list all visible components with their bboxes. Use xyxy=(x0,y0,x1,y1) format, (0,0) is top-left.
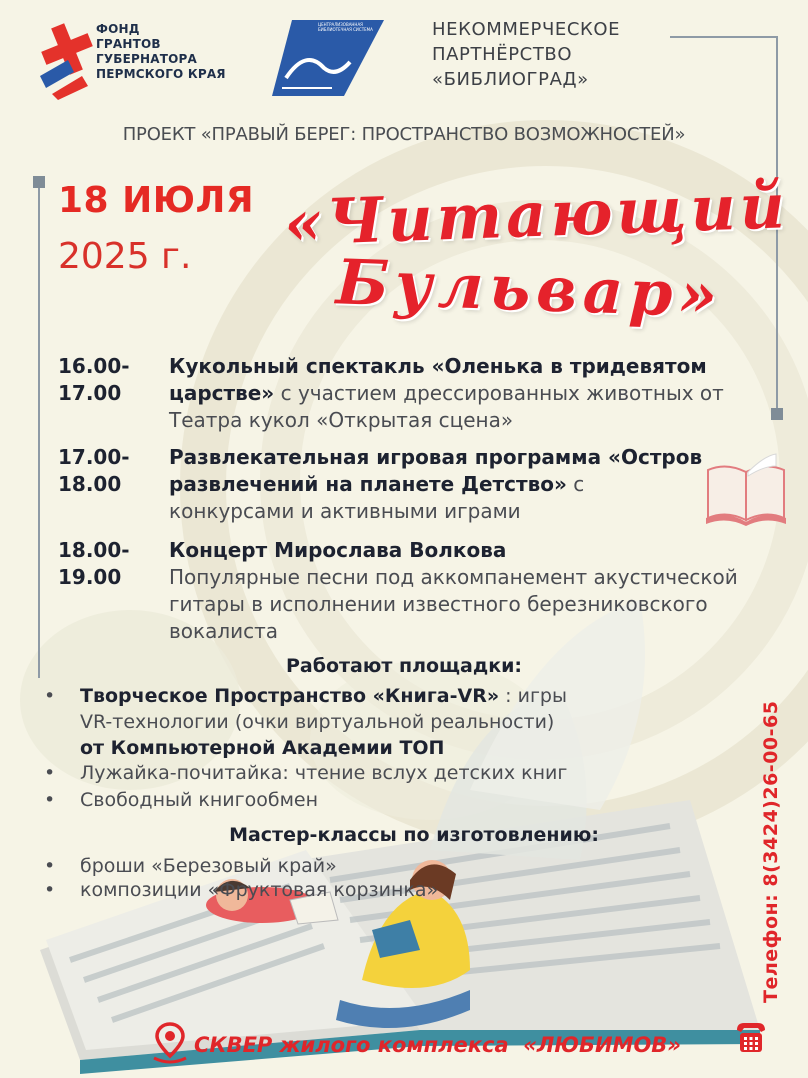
event-date: 18 ИЮЛЯ xyxy=(58,180,255,221)
masterclasses-heading: Мастер-классы по изготовлению: xyxy=(229,824,599,846)
event-title-line2: Бульвар» xyxy=(334,245,725,332)
partner-line: ПАРТНЁРСТВО xyxy=(432,44,573,65)
list-item-text: композиции «Фруктовая корзинка» xyxy=(80,879,439,901)
fond-line: ПЕРМСКОГО КРАЯ xyxy=(96,67,226,81)
schedule-time: 18.00- 19.00 xyxy=(58,538,130,589)
fond-line: ГУБЕРНАТОРА xyxy=(96,52,198,66)
partner-line: НЕКОММЕРЧЕСКОЕ xyxy=(432,19,621,40)
event-location: СКВЕР жилого комплекса «ЛЮБИМОВ» xyxy=(194,1033,681,1057)
bullet-icon: • xyxy=(44,879,56,901)
location-pin-icon xyxy=(150,1020,190,1064)
event-title-line1: «Читающий xyxy=(282,169,790,260)
schedule-title: Кукольный спектакль «Оленька в тридевятом царстве» xyxy=(169,354,707,405)
schedule-details: Популярные песни под аккомпанемент акустической гитары в исполнении известного березниковского вокалиста xyxy=(169,565,738,643)
list-item-text xyxy=(80,683,567,761)
schedule-time: 17.00- 18.00 xyxy=(58,445,130,496)
partner-line: «БИБЛИОГРАД» xyxy=(432,69,589,90)
schedule-description xyxy=(169,444,709,525)
partner-name xyxy=(432,17,620,92)
list-item-text: Свободный книгообмен xyxy=(80,789,319,811)
list-item-text: Лужайка-почитайка: чтение вслух детских книг xyxy=(80,762,568,784)
platform-provider: от Компьютерной Академии ТОП xyxy=(80,737,445,759)
schedule-description xyxy=(169,353,759,434)
frame-corner xyxy=(33,176,45,188)
list-item-text: броши «Березовый край» xyxy=(80,855,337,877)
fond-line: ГРАНТОВ xyxy=(96,37,161,51)
platform-details: VR-технологии (очки виртуальной реальности) xyxy=(80,711,555,733)
schedule-details: с конкурсами и активными играми xyxy=(169,472,585,523)
bullet-icon: • xyxy=(44,685,56,707)
phone-number: Телефон: 8(3424)26-00-65 xyxy=(760,700,782,1003)
frame-line xyxy=(670,36,776,38)
frame-corner xyxy=(771,408,783,420)
schedule-details: с участием дрессированных животных от Театра кукол «Открытая сцена» xyxy=(169,381,724,432)
schedule-description xyxy=(169,537,759,645)
bullet-icon: • xyxy=(44,789,56,811)
platform-details: : игры xyxy=(499,685,567,707)
fond-name xyxy=(96,22,226,82)
bullet-icon: • xyxy=(44,762,56,784)
event-year: 2025 г. xyxy=(58,236,192,277)
platform-name: Творческое Пространство «Книга-VR» xyxy=(80,685,500,707)
library-logo-text: ЦЕНТРАЛИЗОВАННАЯ БИБЛИОТЕЧНАЯ СИСТЕМА xyxy=(318,22,373,32)
schedule-title: Концерт Мирослава Волкова xyxy=(169,538,507,562)
bullet-icon: • xyxy=(44,855,56,877)
telephone-icon xyxy=(734,1020,768,1054)
platforms-heading: Работают площадки: xyxy=(285,655,523,677)
project-title: ПРОЕКТ «ПРАВЫЙ БЕРЕГ: ПРОСТРАНСТВО ВОЗМОЖНОСТЕЙ» xyxy=(122,124,686,145)
open-book-icon xyxy=(704,452,788,526)
schedule-time: 16.00- 17.00 xyxy=(58,354,130,405)
schedule-title: Развлекательная игровая программа «Остров развлечений на планете Детство» xyxy=(169,445,703,496)
frame-line xyxy=(38,184,40,678)
fond-line: ФОНД xyxy=(96,22,140,36)
